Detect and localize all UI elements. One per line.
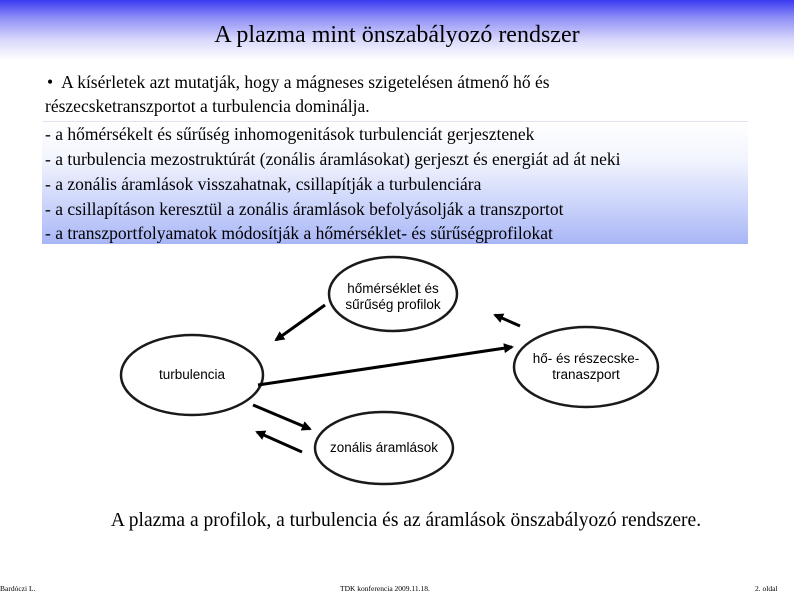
arrow-transport-to-profiles — [495, 315, 520, 326]
point-item: - a zonális áramlások visszahatnak, csillapítják a turbulenciára — [45, 174, 482, 194]
zonal-label: zonális áramlások — [329, 440, 439, 455]
conclusion-text: A plazma a profilok, a turbulencia és az áramlások önszabályozó rendszere. — [110, 510, 702, 531]
bullet-line-1-text: A kísérletek azt mutatják, hogy a mágneses szigetelésen átmenő hő és — [61, 72, 550, 92]
point-item: - a hőmérsékelt és sűrűség inhomogenitások turbulenciát gerjesztenek — [45, 124, 535, 144]
turbulence-label: turbulencia — [158, 367, 226, 382]
footer-event: TDK konferencia 2009.11.18. — [340, 584, 430, 593]
footer-author: Bardóczi L. — [0, 584, 36, 593]
bullet-line-2: részecsketranszportot a turbulencia dominálja. — [45, 96, 370, 116]
bullet-dot-icon: • — [47, 72, 54, 92]
profiles-label-line-1: hőmérséklet és — [347, 281, 439, 296]
footer-page-number: 2. oldal — [755, 584, 778, 593]
arrow-profiles-to-turbulence — [276, 305, 325, 340]
transport-label-line-2: tranaszport — [552, 367, 620, 382]
profiles-label — [333, 281, 453, 313]
point-item: - a csillapításon keresztül a zonális áramlások befolyásolják a transzportot — [45, 199, 564, 219]
profiles-label-line-2: sűrűség profilok — [345, 297, 441, 312]
transport-label — [521, 351, 651, 383]
arrow-turbulence-to-zonal — [253, 405, 310, 429]
point-item: - a transzportfolyamatok módosítják a hőmérséklet- és sűrűségprofilokat — [45, 223, 553, 243]
arrow-zonal-to-turbulence — [257, 432, 302, 452]
point-item: - a turbulencia mezostruktúrát (zonális áramlásokat) gerjeszt és energiát ad át neki — [45, 149, 621, 169]
slide-title: A plazma mint önszabályozó rendszer — [214, 22, 580, 48]
transport-label-line-1: hő- és részecske- — [532, 351, 640, 366]
arrow-turbulence-to-transport — [258, 347, 512, 385]
